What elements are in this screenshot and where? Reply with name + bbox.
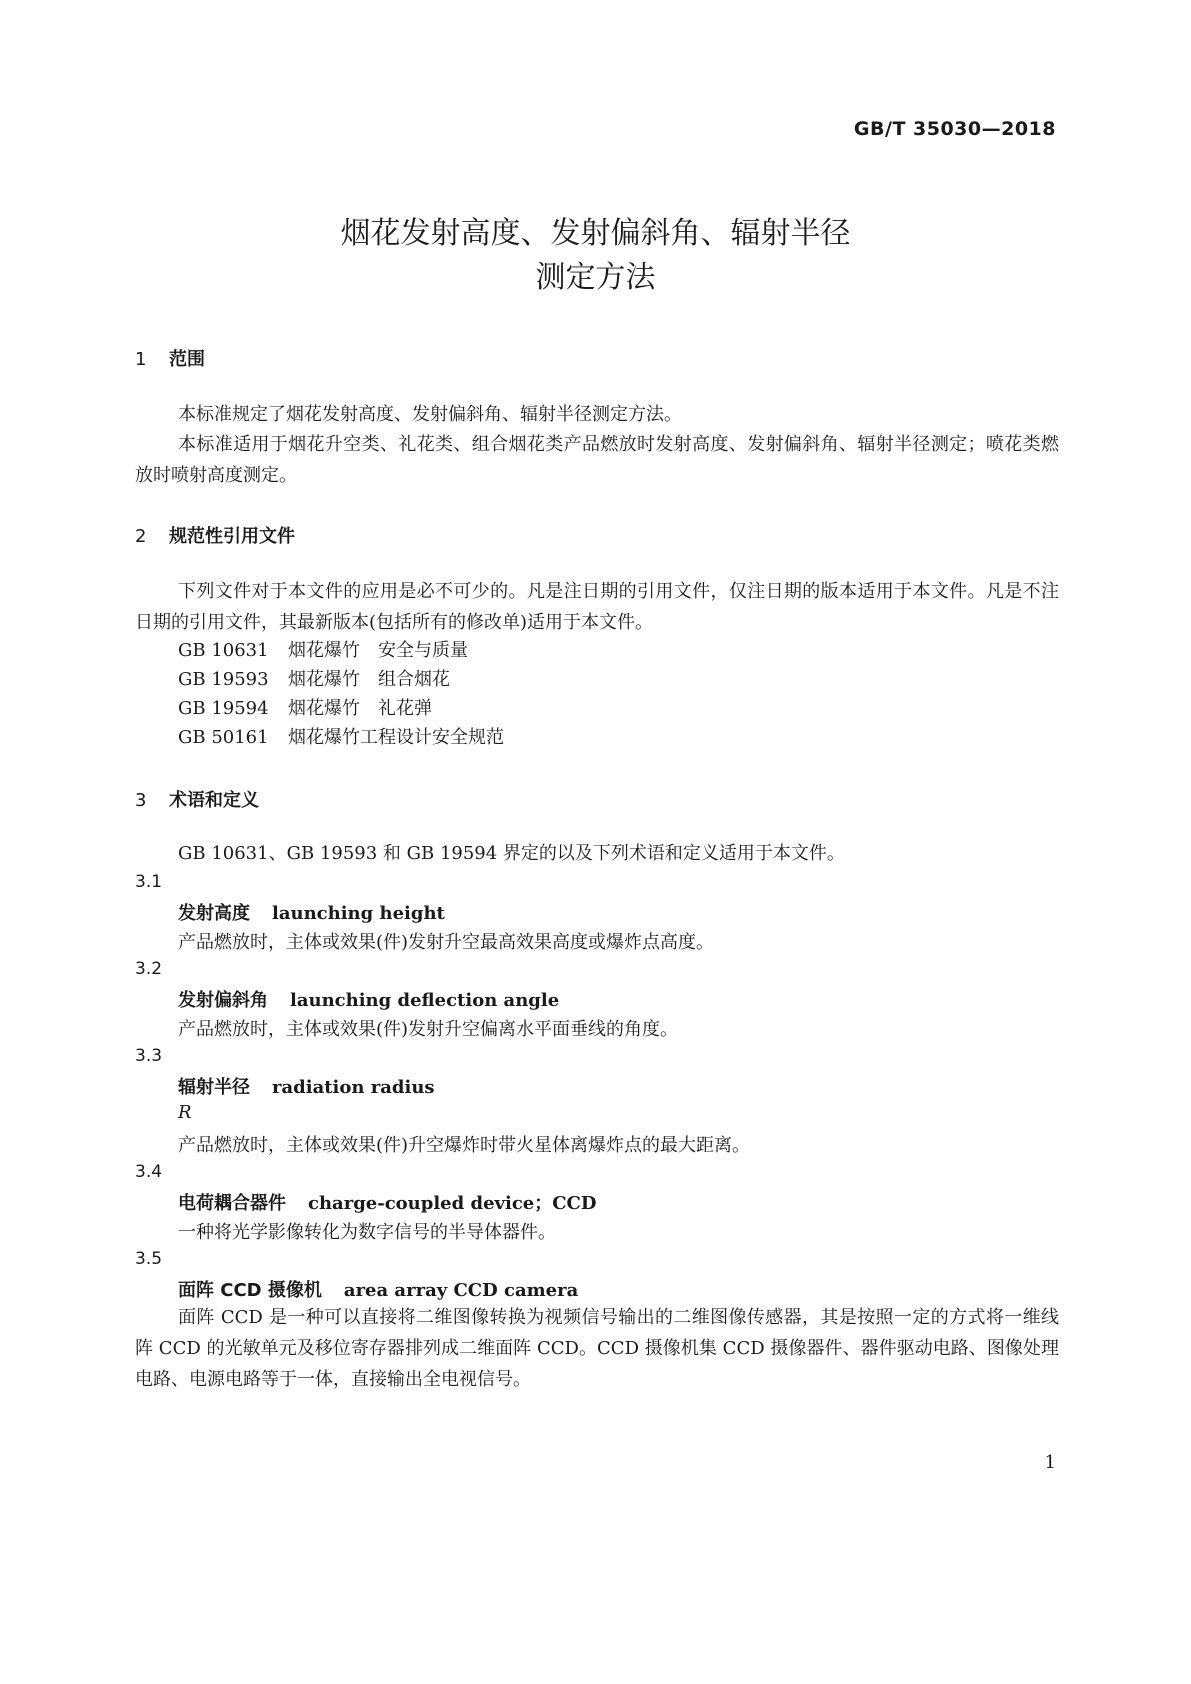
reference-item <box>178 722 504 753</box>
term-name-zh: 发射偏斜角 <box>178 990 268 1011</box>
term-name-zh: 面阵 CCD 摄像机 <box>178 1280 322 1301</box>
term-name-en: launching deflection angle <box>290 990 560 1011</box>
reference-code: GB 19594 <box>178 698 269 719</box>
term-definition: 面阵 CCD 是一种可以直接将二维图像转换为视频信号输出的二维图像传感器，其是按照一定的方式将一维线阵 CCD 的光敏单元及移位寄存器排列成二维面阵 CCD。CCD 摄像机集 CCD 摄像器件、器件驱动电路、图像处理电路、电源电路等于一体，直接输出全电视信号。 <box>135 1307 1059 1390</box>
standard-number: GB/T 35030—2018 <box>853 118 1056 140</box>
reference-subtitle: 礼花弹 <box>378 698 432 719</box>
section-1-heading <box>135 345 205 371</box>
term-name <box>178 986 559 1012</box>
reference-subtitle: 组合烟花 <box>378 669 450 690</box>
section-number: 2 <box>135 526 147 547</box>
term-name-zh: 辐射半径 <box>178 1077 250 1098</box>
section-number: 3 <box>135 790 147 811</box>
reference-title: 烟花爆竹 <box>288 669 360 690</box>
reference-title: 烟花爆竹 <box>288 640 360 661</box>
page-number: 1 <box>1044 1452 1056 1473</box>
document-title <box>0 212 1191 300</box>
term-definition: 产品燃放时，主体或效果(件)发射升空最高效果高度或爆炸点高度。 <box>178 932 715 953</box>
scope-paragraph-1: 本标准规定了烟花发射高度、发射偏斜角、辐射半径测定方法。 <box>178 404 682 425</box>
scope-paragraph-2: 本标准适用于烟花升空类、礼花类、组合烟花类产品燃放时发射高度、发射偏斜角、辐射半径测定；喷花类燃放时喷射高度测定。 <box>135 434 1059 486</box>
term-name-en: area array CCD camera <box>343 1280 579 1301</box>
term-number: 3.1 <box>135 872 163 892</box>
title-line-2: 测定方法 <box>535 260 656 295</box>
reference-subtitle: 安全与质量 <box>378 640 468 661</box>
term-definition: 产品燃放时，主体或效果(件)升空爆炸时带火星体离爆炸点的最大距离。 <box>178 1135 751 1156</box>
term-name <box>178 1073 435 1099</box>
term-number: 3.3 <box>135 1046 163 1066</box>
reference-title: 烟花爆竹 <box>288 698 360 719</box>
section-3-heading <box>135 786 259 812</box>
section-title: 术语和定义 <box>169 790 259 811</box>
normative-refs-paragraph: 下列文件对于本文件的应用是必不可少的。凡是注日期的引用文件，仅注日期的版本适用于本文件。凡是不注日期的引用文件，其最新版本(包括所有的修改单)适用于本文件。 <box>135 581 1059 633</box>
term-name-zh: 电荷耦合器件 <box>178 1193 286 1214</box>
term-name <box>178 1189 597 1215</box>
reference-item <box>178 635 468 666</box>
term-name-zh: 发射高度 <box>178 903 250 924</box>
term-definition: 一种将光学影像转化为数字信号的半导体器件。 <box>178 1222 556 1243</box>
terms-intro: GB 10631、GB 19593 和 GB 19594 界定的以及下列术语和定义适用于本文件。 <box>178 843 845 864</box>
term-name-en: charge-coupled device；CCD <box>308 1193 597 1214</box>
reference-title: 烟花爆竹工程设计安全规范 <box>288 727 504 748</box>
reference-code: GB 50161 <box>178 727 269 748</box>
section-number: 1 <box>135 349 147 370</box>
reference-code: GB 19593 <box>178 669 269 690</box>
section-2-heading <box>135 522 295 548</box>
term-definition: 产品燃放时，主体或效果(件)发射升空偏离水平面垂线的角度。 <box>178 1019 679 1040</box>
term-number: 3.2 <box>135 959 163 979</box>
term-number: 3.5 <box>135 1249 163 1269</box>
section-title: 范围 <box>169 349 205 370</box>
term-number: 3.4 <box>135 1162 163 1182</box>
term-name <box>178 1276 578 1302</box>
term-symbol: R <box>178 1102 192 1123</box>
reference-item <box>178 664 450 695</box>
reference-code: GB 10631 <box>178 640 269 661</box>
term-name <box>178 899 445 925</box>
title-line-1: 烟花发射高度、发射偏斜角、辐射半径 <box>340 216 851 251</box>
term-name-en: radiation radius <box>272 1077 435 1098</box>
section-title: 规范性引用文件 <box>169 526 295 547</box>
reference-item <box>178 693 432 724</box>
term-name-en: launching height <box>272 903 445 924</box>
